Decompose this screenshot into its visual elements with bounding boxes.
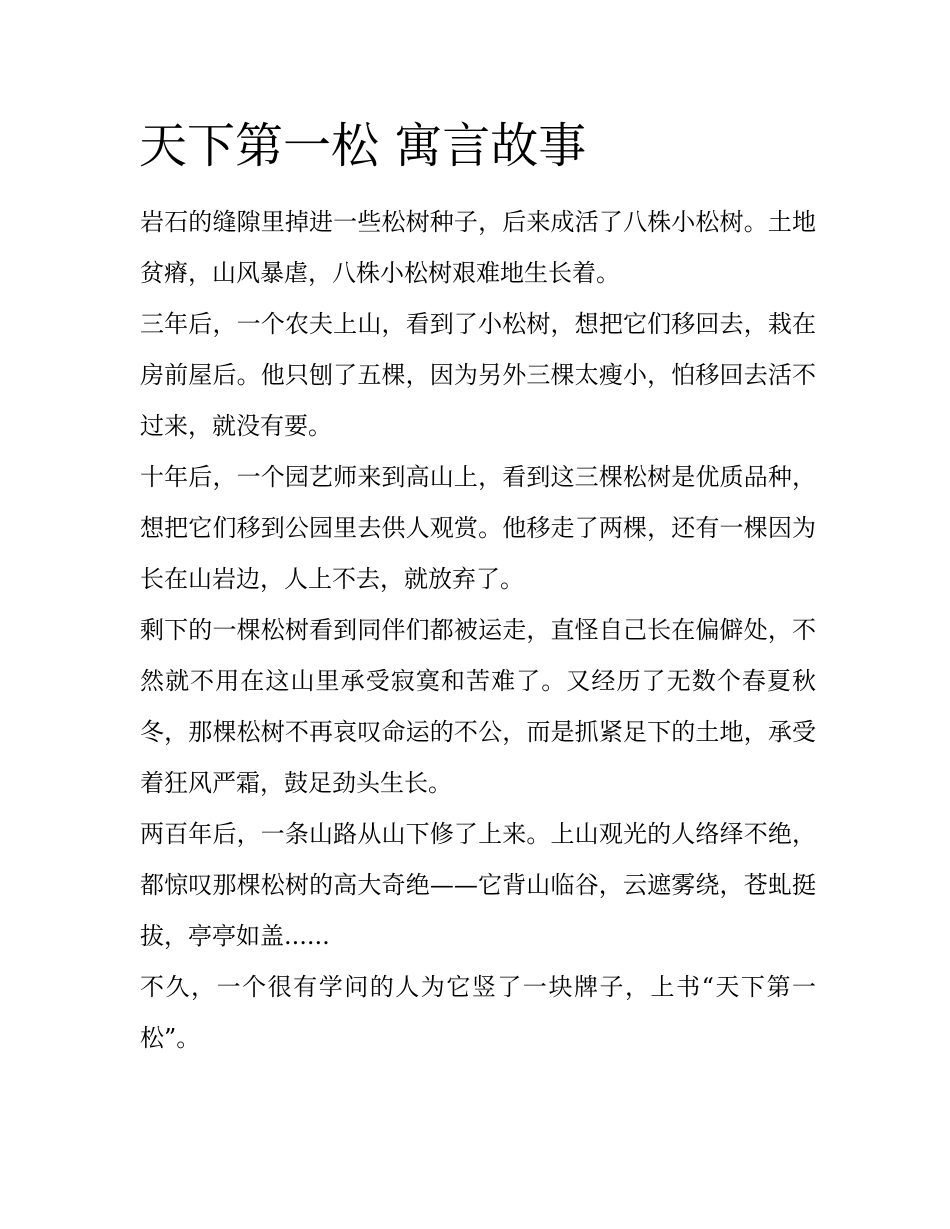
paragraph-2: 三年后，一个农夫上山，看到了小松树，想把它们移回去，栽在房前屋后。他只刨了五棵，因为另外三棵太瘦小，怕移回去活不过来，就没有要。 [140,310,816,440]
paragraph-6: 不久，一个很有学问的人为它竖了一块牌子，上书“天下第一松”。 [140,973,816,1052]
paragraph-1: 岩石的缝隙里掉进一些松树种子，后来成活了八株小松树。土地贫瘠，山风暴虐，八株小松树艰难地生长着。 [140,208,816,287]
paragraph-4: 剩下的一棵松树看到同伴们都被运走，直怪自己长在偏僻处，不然就不用在这山里承受寂寞和苦难了。又经历了无数个春夏秋冬，那棵松树不再哀叹命运的不公，而是抓紧足下的土地，承受着狂风严霜，鼓足劲头生长。 [140,616,816,797]
paragraph-5: 两百年后，一条山路从山下修了上来。上山观光的人络绎不绝，都惊叹那棵松树的高大奇绝——它背山临谷，云遮雾绕，苍虬挺拔，亭亭如盖...... [140,820,816,950]
page-title: 天下第一松 寓言故事 [139,118,587,174]
story-body [140,197,816,1064]
paragraph-3: 十年后，一个园艺师来到高山上，看到这三棵松树是优质品种，想把它们移到公园里去供人观赏。他移走了两棵，还有一棵因为长在山岩边，人上不去，就放弃了。 [140,463,816,593]
